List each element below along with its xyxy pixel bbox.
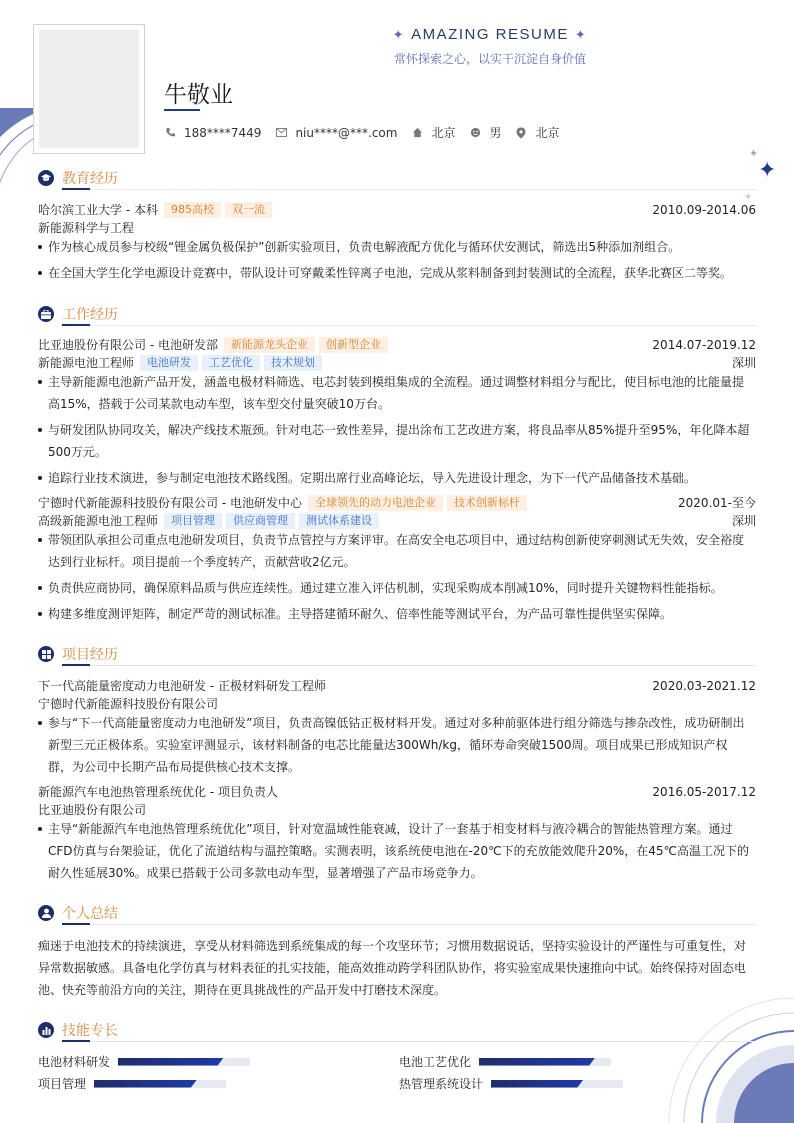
banner bbox=[380, 26, 600, 67]
position-name: 新能源电池工程师 bbox=[38, 356, 135, 370]
position-tag: 项目管理 bbox=[164, 513, 222, 529]
contact-bar bbox=[164, 124, 574, 141]
name-underline bbox=[164, 109, 200, 111]
location-text: 北京 bbox=[431, 126, 456, 140]
banner-subtitle: 常怀探索之心，以实干沉淀自身价值 bbox=[393, 52, 586, 66]
skill-name: 项目管理 bbox=[38, 1077, 87, 1091]
project-org: 宁德时代新能源科技股份有限公司 bbox=[38, 697, 219, 711]
skill-item bbox=[399, 1053, 611, 1070]
skill-bar bbox=[479, 1058, 611, 1066]
project-name: 下一代高能量密度动力电池研发 - 正极材料研发工程师 bbox=[38, 679, 326, 693]
position-tag: 测试体系建设 bbox=[299, 513, 379, 529]
sparkle-icon: ✦ bbox=[749, 147, 759, 160]
profile-photo bbox=[33, 24, 145, 154]
city-text: 北京 bbox=[535, 126, 560, 140]
skill-item bbox=[399, 1075, 623, 1092]
skill-bar bbox=[118, 1058, 250, 1066]
school-name: 哈尔滨工业大学 - 本科 bbox=[38, 203, 158, 217]
list-item: 构建多维度测评矩阵，制定严苛的测试标准。主导搭建循环耐久、倍率性能等测试平台，为产品可靠性提供坚实保障。 bbox=[38, 603, 750, 625]
project-date: 2020.03-2021.12 bbox=[652, 678, 756, 693]
project-header bbox=[38, 783, 756, 800]
star-icon: ✦ bbox=[392, 27, 406, 42]
skills-section-header bbox=[38, 1021, 756, 1043]
education-section-header bbox=[38, 169, 756, 191]
list-item: 负责供应商协同，确保原料品质与供应连续性。通过建立准入评估机制，实现采购成本削减10%，同时提升关键物料性能指标。 bbox=[38, 577, 750, 599]
mail-icon bbox=[275, 127, 287, 139]
company-tag: 创新型企业 bbox=[319, 337, 388, 353]
section-title: 个人总结 bbox=[62, 906, 118, 922]
education-row bbox=[38, 201, 756, 218]
skill-name: 热管理系统设计 bbox=[399, 1077, 484, 1091]
major: 新能源科学与工程 bbox=[38, 221, 135, 235]
project-date: 2016.05-2017.12 bbox=[652, 784, 756, 799]
education-date: 2010.09-2014.06 bbox=[652, 202, 756, 217]
company-tag: 全球领先的动力电池企业 bbox=[308, 495, 443, 511]
section-title: 项目经历 bbox=[62, 647, 118, 663]
project-org: 比亚迪股份有限公司 bbox=[38, 803, 147, 817]
school-tag: 985高校 bbox=[164, 202, 221, 218]
skill-item bbox=[38, 1075, 226, 1092]
position-tag: 电池研发 bbox=[140, 355, 198, 371]
job-city: 深圳 bbox=[731, 356, 756, 370]
gender-text: 男 bbox=[489, 126, 502, 140]
home-icon bbox=[411, 127, 423, 139]
job-header bbox=[38, 336, 756, 353]
star-icon: ✦ bbox=[574, 27, 588, 42]
list-item: 主导新能源电池新产品开发，涵盖电极材料筛选、电芯封装到模组集成的全流程。通过调整材料组分与配比，使目标电池的比能量提高15%，搭载于公司某款电动车型，该车型交付量突破10万台。 bbox=[38, 371, 750, 415]
list-item: 带领团队承担公司重点电池研发项目，负责节点管控与方案评审。在高安全电芯项目中，通过结构创新使穿刺测试无失效，安全裕度达到行业标杆。项目提前一个季度转产，贡献营收2亿元。 bbox=[38, 529, 750, 573]
position-tag: 供应商管理 bbox=[226, 513, 295, 529]
project-name: 新能源汽车电池热管理系统优化 - 项目负责人 bbox=[38, 785, 278, 799]
job-position-row bbox=[38, 354, 756, 371]
list-item: 与研发团队协同攻关，解决产线技术瓶颈。针对电芯一致性差异，提出涂布工艺改进方案，将良品率从85%提升至95%，年化降本超500万元。 bbox=[38, 419, 750, 463]
position-tag: 技术规划 bbox=[264, 355, 322, 371]
work-section-header bbox=[38, 305, 756, 327]
summary-text: 痴迷于电池技术的持续演进，享受从材料筛选到系统集成的每一个攻坚环节；习惯用数据说话，坚持实验设计的严谨性与可重复性，对异常数据敏感。具备电化学仿真与材料表征的扎实技能，能高效推动跨学科团队协作，将实验室成果快速推向中试。始终保持对固态电池、快充等前沿方向的关注，期待在更具挑战性的产品开发中打磨技术深度。 bbox=[38, 939, 747, 997]
list-item: 主导“新能源汽车电池热管理系统优化”项目，针对宽温域性能衰减，设计了一套基于相变材料与液冷耦合的智能热管理方案。通过CFD仿真与台架验证，优化了流道结构与温控策略。实测表明，该系统使电池在-20℃下的充放能效爬升20%，在45℃高温工况下的耐久性延展30%。成果已搭载于公司多款电动车型，显著增强了产品市场竞争力。 bbox=[38, 818, 750, 884]
section-title: 技能专长 bbox=[62, 1023, 118, 1039]
school-tag: 双一流 bbox=[225, 202, 272, 218]
list-item: 作为核心成员参与校级“锂金属负极保护”创新实验项目，负责电解液配方优化与循环伏安测试，筛选出5种添加剂组合。 bbox=[38, 236, 750, 258]
job-date: 2020.01-至今 bbox=[678, 496, 756, 510]
graduation-cap-icon bbox=[38, 170, 54, 186]
list-item: 追踪行业技术演进，参与制定电池技术路线图。定期出席行业高峰论坛，导入先进设计理念，为下一代产品储备技术基础。 bbox=[38, 467, 750, 489]
job-header bbox=[38, 494, 756, 511]
candidate-name: 牛敬业 bbox=[164, 82, 233, 108]
position-tag: 工艺优化 bbox=[202, 355, 260, 371]
user-icon bbox=[38, 905, 54, 921]
job-date: 2014.07-2019.12 bbox=[652, 337, 756, 352]
banner-title: AMAZING RESUME bbox=[411, 26, 569, 43]
chart-icon bbox=[38, 1022, 54, 1038]
list-item: 参与“下一代高能量密度动力电池研发”项目，负责高镍低钴正极材料开发。通过对多种前驱体进行组分筛选与掺杂改性，成功研制出新型三元正极体系。实验室评测显示，该材料制备的电芯比能量达300Wh/kg，循环寿命突破1500周。项目成果已形成知识产权群，为公司中长期产品布局提供核心技术支撑。 bbox=[38, 712, 750, 778]
section-title: 教育经历 bbox=[62, 171, 118, 187]
company-tag: 技术创新标杆 bbox=[447, 495, 527, 511]
position-name: 高级新能源电池工程师 bbox=[38, 514, 159, 528]
briefcase-icon bbox=[38, 306, 54, 322]
skill-name: 电池工艺优化 bbox=[399, 1055, 472, 1069]
section-title: 工作经历 bbox=[62, 307, 118, 323]
phone-text: 188****7449 bbox=[184, 125, 262, 140]
grid-icon bbox=[38, 646, 54, 662]
project-header bbox=[38, 677, 756, 694]
company-name: 比亚迪股份有限公司 - 电池研发部 bbox=[38, 338, 218, 352]
skill-item bbox=[38, 1053, 250, 1070]
pin-icon bbox=[515, 127, 527, 139]
skill-name: 电池材料研发 bbox=[38, 1055, 111, 1069]
decorative-circles bbox=[664, 993, 794, 1123]
summary-section-header bbox=[38, 904, 756, 926]
sparkle-icon: ✦ bbox=[744, 192, 753, 203]
job-city: 深圳 bbox=[731, 514, 756, 528]
projects-section-header bbox=[38, 645, 756, 667]
gender-icon bbox=[469, 127, 481, 139]
email-text: niu****@***.com bbox=[295, 125, 398, 140]
company-name: 宁德时代新能源科技股份有限公司 - 电池研发中心 bbox=[38, 496, 302, 510]
job-position-row bbox=[38, 512, 756, 529]
sparkle-icon: ✦ bbox=[758, 158, 777, 183]
skill-bar bbox=[94, 1080, 226, 1088]
list-item: 在全国大学生化学电源设计竞赛中，带队设计可穿戴柔性锌离子电池，完成从浆料制备到封装测试的全流程，获华北赛区二等奖。 bbox=[38, 262, 750, 284]
company-tag: 新能源龙头企业 bbox=[224, 337, 315, 353]
skill-bar bbox=[491, 1080, 623, 1088]
phone-icon bbox=[164, 127, 176, 139]
